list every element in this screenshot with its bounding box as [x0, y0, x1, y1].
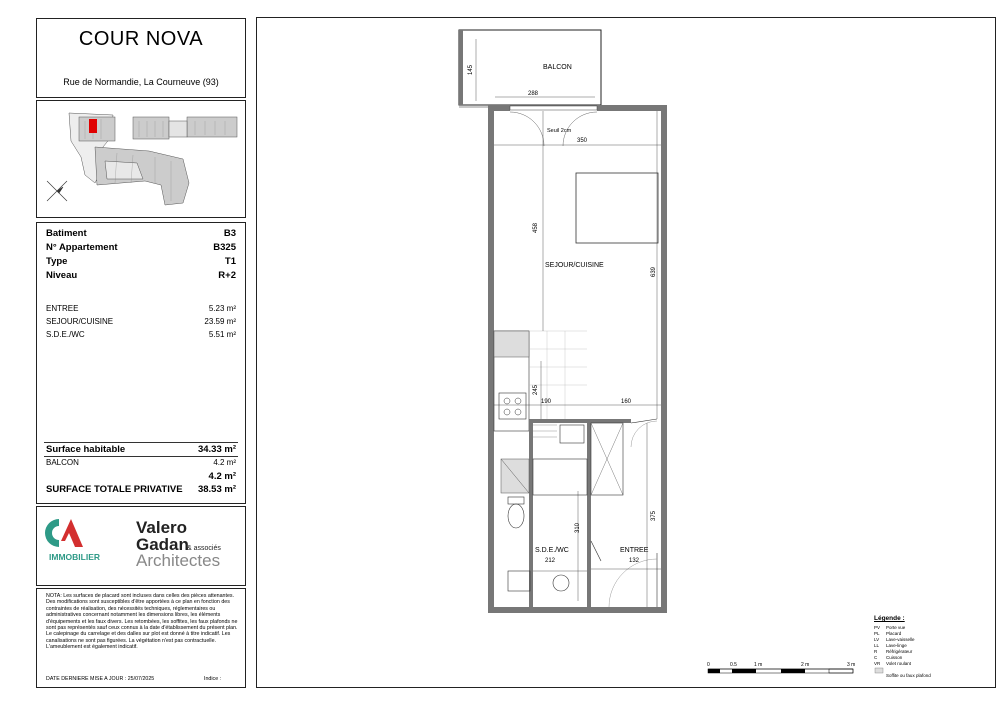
room-label-sejour: SEJOUR/CUISINE [545, 262, 604, 269]
notes-text: NOTA: Les surfaces de placard sont incluses dans celles des pièces attenantes. Des modifications sont susceptibles d'être apportées à ce plan en fonction des contraintes de réalisation, des nécessités techniques, réglementaires ou administratives concernant notamment les dimensions libres, les éléments d'équipements et les faux divers. Les retombées, les soffites, les faux plafonds ne sont pas représentés sauf ceux connus à la date d'établissement du présent plan. Le calepinage du carrelage et des dalles sur plot est donné à titre indicatif. Les canalisations ne sont pas figurées. La végétation n'est pas contractuelle. L'ameublement est également indicatif. [46, 593, 238, 651]
wall-top-right [597, 105, 667, 111]
indice-label: Indice : [204, 676, 222, 682]
window [510, 106, 597, 110]
vg-line1: Valero [136, 518, 188, 537]
logos-block [36, 506, 246, 586]
field-row: Batiment B3 [46, 228, 236, 239]
room-label-sde: S.D.E./WC [535, 547, 569, 554]
door-sejour [631, 419, 657, 423]
cooktop [499, 393, 526, 419]
dim-entree-width: 132 [629, 558, 640, 564]
legend-item: PL Placard [874, 631, 902, 636]
dim-balcon-depth: 145 [468, 64, 474, 75]
field-row: Type T1 [46, 256, 236, 267]
shower [533, 459, 587, 495]
partition-entree-top [591, 419, 631, 423]
apartment-location-marker [89, 119, 97, 133]
divider [44, 456, 238, 457]
project-title: COUR NOVA [78, 28, 204, 50]
room-row: SEJOUR/CUISINE 23.59 m² [46, 317, 236, 326]
legend-item: PV Porte vue [874, 625, 906, 630]
scale-label: 2 m [801, 662, 810, 668]
dim-seuil: Seuil 2cm [547, 128, 572, 134]
apartment-info [36, 222, 246, 504]
last-update: DATE DERNIERE MISE A JOUR : 25/07/2025 [46, 676, 155, 682]
ca-immobilier-logo [45, 519, 100, 562]
dim-kitchen-depth: 245 [533, 384, 539, 395]
scale-label: 3 m [847, 662, 856, 668]
field-row: Niveau R+2 [46, 270, 236, 281]
legend-item: Soffite ou faux plafond [886, 673, 931, 678]
ca-immobilier-label: IMMOBILIER [49, 552, 100, 562]
partition-sde-left [529, 419, 533, 607]
valero-gadan-logo [136, 518, 221, 570]
scale-label: 0.5 [730, 662, 737, 668]
dim-sde-depth: 310 [575, 522, 581, 533]
site-plan-thumbnail [36, 100, 246, 218]
surface-habitable-row: Surface habitable 34.33 m² [46, 444, 236, 455]
wall-right [661, 105, 667, 613]
annex-total-row: 4.2 m² [208, 471, 236, 482]
dim-entree-depth: 375 [651, 510, 657, 521]
dim-sejour-depth-left: 458 [533, 222, 539, 233]
compass-icon [47, 181, 67, 201]
wall-bottom [488, 607, 667, 613]
bed [576, 173, 658, 243]
partition-sde-top [529, 419, 587, 423]
dim-sejour-depth-right: 639 [651, 266, 657, 277]
dim-sde-width: 212 [545, 558, 556, 564]
room-label-balcon: BALCON [543, 64, 572, 71]
scale-bar [707, 662, 855, 673]
balcon-row: BALCON 4.2 m² [46, 458, 236, 467]
room-row: S.D.E./WC 5.51 m² [46, 330, 236, 339]
dim-kitchen-width: 190 [541, 399, 552, 405]
toilet [508, 504, 524, 528]
kitchen-tiles [529, 331, 587, 419]
surface-totale-row: SURFACE TOTALE PRIVATIVE 38.53 m² [46, 484, 236, 495]
legend-item: R Réfrigérateur [874, 649, 913, 654]
legend-item: LL Lave-linge [874, 643, 907, 648]
vg-assoc: & associés [187, 545, 221, 552]
title-block [36, 18, 246, 98]
scale-label: 0 [707, 662, 710, 668]
wall-left [488, 105, 494, 613]
floor-plan-frame [256, 17, 996, 688]
partition-entree [587, 419, 591, 607]
balcony-rail [459, 30, 463, 105]
divider [44, 442, 238, 443]
site-plan-drawing [37, 101, 245, 217]
vg-line2: Gadan [136, 535, 189, 554]
legend-item: LV Lave-vaisselle [874, 637, 915, 642]
legend-item: C Cuisson [874, 655, 903, 660]
legend [874, 615, 964, 679]
washing-machine [508, 571, 530, 591]
room-label-entree: ENTREE [620, 547, 649, 554]
sink [560, 425, 584, 443]
notes-block [36, 588, 246, 688]
project-address: Rue de Normandie, La Courneuve (93) [63, 77, 219, 87]
legend-title: Légende : [874, 615, 905, 622]
room-row: ENTREE 5.23 m² [46, 304, 236, 313]
door-sde [591, 541, 601, 561]
field-row: N° Appartement B325 [46, 242, 236, 253]
floor-plan-drawing [257, 18, 995, 687]
dim-sejour-lower-width: 160 [621, 399, 632, 405]
washbasin [553, 575, 569, 591]
legend-item: VR Volet roulant [874, 661, 912, 666]
scale-label: 1 m [754, 662, 763, 668]
logos-drawing [37, 507, 245, 585]
vg-line3: Architectes [136, 551, 221, 570]
dim-sejour-width: 350 [577, 138, 588, 144]
dimension-lines [476, 39, 661, 607]
wall-top-left [488, 105, 510, 111]
dim-balcon-width: 288 [528, 91, 539, 97]
